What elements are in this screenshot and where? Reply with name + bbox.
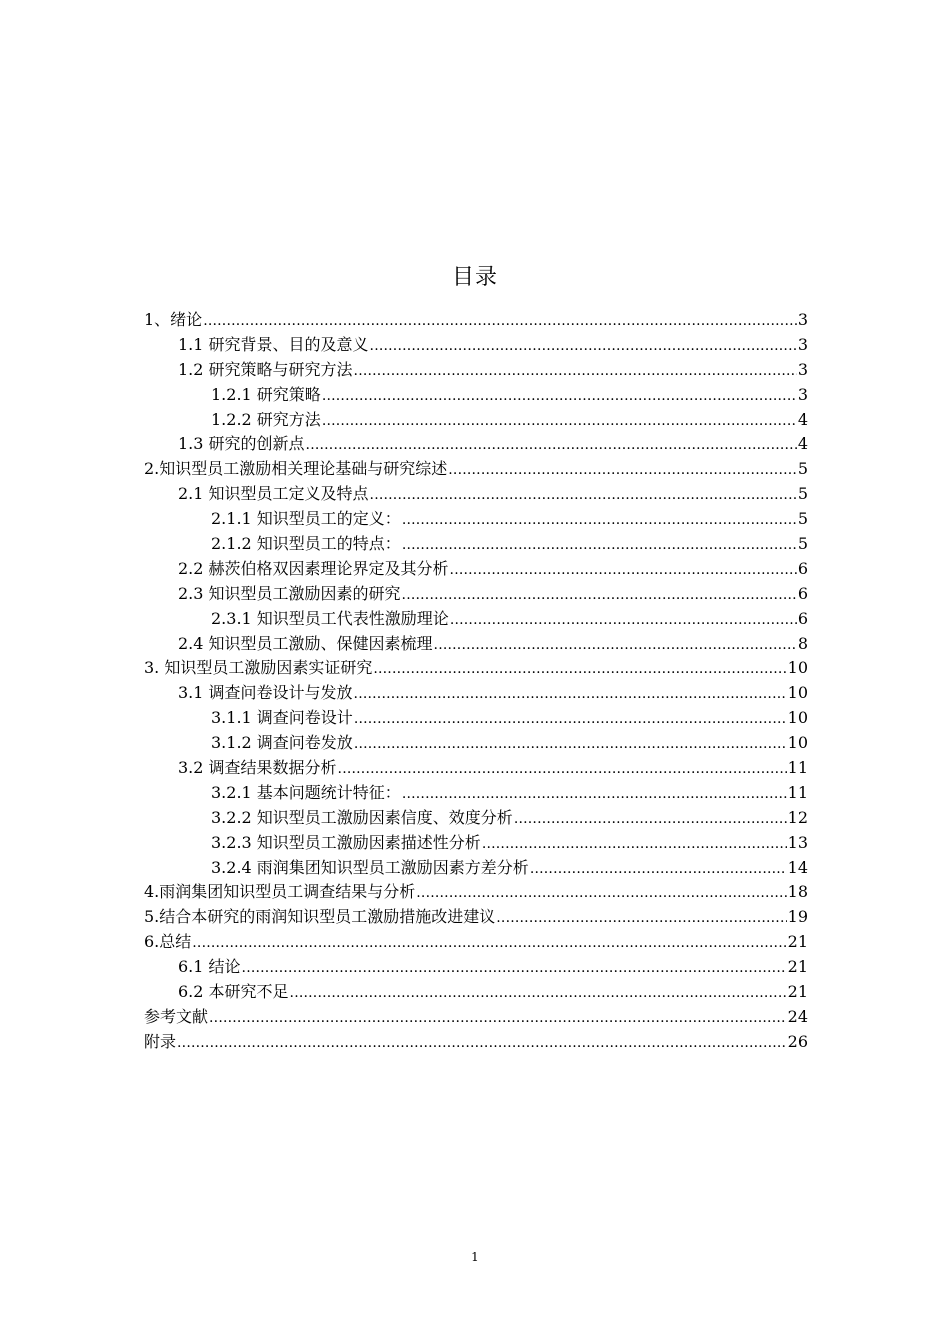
toc-entry-page: 21: [787, 982, 808, 1002]
toc-entry[interactable]: [144, 607, 808, 632]
toc-entry-label: 3.2.1 基本问题统计特征：: [211, 782, 401, 802]
toc-entry-label: 2.知识型员工激励相关理论基础与研究综述: [144, 459, 448, 479]
toc-dot-leader: [402, 508, 797, 533]
toc-dot-leader: [306, 433, 797, 458]
toc-entry-label: 3.2.3 知识型员工激励因素描述性分析: [211, 832, 481, 852]
toc-dot-leader: [209, 1006, 787, 1031]
toc-entry-page: 19: [787, 907, 808, 927]
toc-entry-page: 10: [787, 658, 808, 678]
toc-entry-page: 3: [797, 359, 808, 379]
toc-entry-page: 18: [787, 882, 808, 902]
toc-entry[interactable]: [144, 656, 808, 681]
toc-entry-page: 6: [797, 558, 808, 578]
toc-entry-label: 3.1.2 调查问卷发放: [211, 733, 353, 753]
page-number: 1: [471, 1250, 479, 1264]
toc-entry[interactable]: [144, 905, 808, 930]
toc-entry-page: 5: [797, 509, 808, 529]
toc-entry[interactable]: [144, 507, 808, 532]
toc-entry[interactable]: [144, 1005, 808, 1030]
toc-dot-leader: [242, 956, 787, 981]
toc-dot-leader: [416, 881, 786, 906]
toc-entry[interactable]: [144, 880, 808, 905]
toc-title: 目录: [451, 265, 498, 290]
toc-dot-leader: [322, 409, 797, 434]
toc-dot-leader: [448, 458, 797, 483]
toc-entry[interactable]: [144, 582, 808, 607]
toc-entry-page: 4: [797, 409, 808, 429]
toc-entry-page: 10: [787, 733, 808, 753]
toc-entry-label: 1、绪论: [144, 310, 203, 329]
toc-entry-label: 附录: [144, 1031, 177, 1051]
toc-dot-leader: [354, 682, 787, 707]
toc-dot-leader: [373, 657, 786, 682]
toc-entry[interactable]: [144, 756, 808, 781]
toc-entry[interactable]: [144, 308, 808, 333]
toc-entry-page: 21: [787, 957, 808, 977]
toc-entry[interactable]: [144, 806, 808, 831]
toc-entry-label: 3.2.4 雨润集团知识型员工激励因素方差分析: [211, 857, 529, 877]
toc-entry-label: 2.3 知识型员工激励因素的研究: [178, 583, 401, 603]
toc-entry-page: 14: [787, 857, 808, 877]
toc-entry-page: 3: [797, 310, 808, 329]
toc-dot-leader: [354, 359, 797, 384]
toc-entry-label: 3.1.1 调查问卷设计: [211, 708, 353, 728]
toc-entry[interactable]: [144, 457, 808, 482]
toc-entry[interactable]: [144, 1030, 808, 1055]
toc-entry-label: 2.1 知识型员工定义及特点: [178, 484, 369, 504]
toc-dot-leader: [402, 583, 797, 608]
toc-entry-page: 11: [787, 782, 808, 802]
toc-entry-page: 5: [797, 459, 808, 479]
toc-entry[interactable]: [144, 781, 808, 806]
toc-entry-label: 6.2 本研究不足: [178, 982, 289, 1002]
toc-dot-leader: [370, 334, 797, 359]
toc-entry-page: 11: [787, 758, 808, 778]
toc-entry[interactable]: [144, 930, 808, 955]
toc-dot-leader: [354, 732, 787, 757]
toc-dot-leader: [177, 1031, 787, 1056]
toc-entry-label: 2.2 赫茨伯格双因素理论界定及其分析: [178, 558, 449, 578]
toc-entry-page: 10: [787, 708, 808, 728]
toc-dot-leader: [338, 757, 787, 782]
toc-entry-page: 6: [797, 608, 808, 628]
toc-entry-page: 5: [797, 534, 808, 554]
toc-entry-label: 3.2.2 知识型员工激励因素信度、效度分析: [211, 807, 513, 827]
toc-entry[interactable]: [144, 432, 808, 457]
toc-dot-leader: [203, 309, 797, 334]
toc-entry[interactable]: [144, 632, 808, 657]
toc-entry-label: 2.3.1 知识型员工代表性激励理论: [211, 608, 449, 628]
toc-entry-label: 1.2.2 研究方法: [211, 409, 321, 429]
table-of-contents: [144, 308, 808, 1055]
toc-entry[interactable]: [144, 955, 808, 980]
toc-entry-page: 8: [797, 633, 808, 653]
toc-entry-label: 4.雨润集团知识型员工调查结果与分析: [144, 882, 416, 902]
toc-entry[interactable]: [144, 557, 808, 582]
toc-entry-page: 6: [797, 583, 808, 603]
toc-dot-leader: [370, 483, 797, 508]
toc-entry-label: 1.2 研究策略与研究方法: [178, 359, 353, 379]
toc-dot-leader: [450, 608, 797, 633]
toc-dot-leader: [322, 384, 797, 409]
toc-entry-label: 2.4 知识型员工激励、保健因素梳理: [178, 633, 433, 653]
toc-dot-leader: [530, 857, 787, 882]
toc-entry-label: 6.总结: [144, 932, 192, 952]
toc-entry-page: 24: [787, 1006, 808, 1026]
toc-entry-label: 参考文献: [144, 1006, 209, 1026]
toc-entry[interactable]: [144, 706, 808, 731]
toc-entry-label: 3. 知识型员工激励因素实证研究: [144, 658, 373, 678]
toc-dot-leader: [402, 782, 787, 807]
toc-entry-label: 5.结合本研究的雨润知识型员工激励措施改进建议: [144, 907, 496, 927]
toc-entry[interactable]: [144, 482, 808, 507]
toc-entry[interactable]: [144, 408, 808, 433]
toc-dot-leader: [434, 633, 797, 658]
toc-entry-label: 3.1 调查问卷设计与发放: [178, 683, 353, 703]
toc-entry-label: 6.1 结论: [178, 957, 241, 977]
toc-dot-leader: [354, 707, 787, 732]
toc-entry[interactable]: [144, 856, 808, 881]
toc-entry[interactable]: [144, 532, 808, 557]
toc-entry-page: 12: [787, 807, 808, 827]
toc-entry[interactable]: [144, 831, 808, 856]
toc-dot-leader: [290, 981, 787, 1006]
toc-dot-leader: [482, 832, 787, 857]
toc-entry[interactable]: [144, 980, 808, 1005]
toc-entry-page: 26: [787, 1031, 808, 1051]
toc-dot-leader: [450, 558, 797, 583]
toc-entry[interactable]: [144, 383, 808, 408]
toc-dot-leader: [192, 931, 786, 956]
toc-entry-label: 2.1.2 知识型员工的特点：: [211, 534, 401, 554]
toc-entry-page: 3: [797, 384, 808, 404]
toc-dot-leader: [496, 906, 786, 931]
toc-entry-page: 5: [797, 484, 808, 504]
toc-dot-leader: [402, 533, 797, 558]
toc-dot-leader: [514, 807, 787, 832]
toc-entry-label: 1.1 研究背景、目的及意义: [178, 334, 369, 354]
toc-entry-page: 10: [787, 683, 808, 703]
toc-entry[interactable]: [144, 731, 808, 756]
toc-entry-page: 13: [787, 832, 808, 852]
toc-entry[interactable]: [144, 333, 808, 358]
toc-entry-page: 4: [797, 434, 808, 454]
toc-entry-page: 3: [797, 334, 808, 354]
toc-entry-label: 1.2.1 研究策略: [211, 384, 321, 404]
toc-entry[interactable]: [144, 358, 808, 383]
toc-entry-label: 2.1.1 知识型员工的定义：: [211, 509, 401, 529]
toc-entry[interactable]: [144, 681, 808, 706]
toc-entry-label: 1.3 研究的创新点: [178, 434, 305, 454]
toc-entry-label: 3.2 调查结果数据分析: [178, 758, 337, 778]
toc-entry-page: 21: [787, 932, 808, 952]
